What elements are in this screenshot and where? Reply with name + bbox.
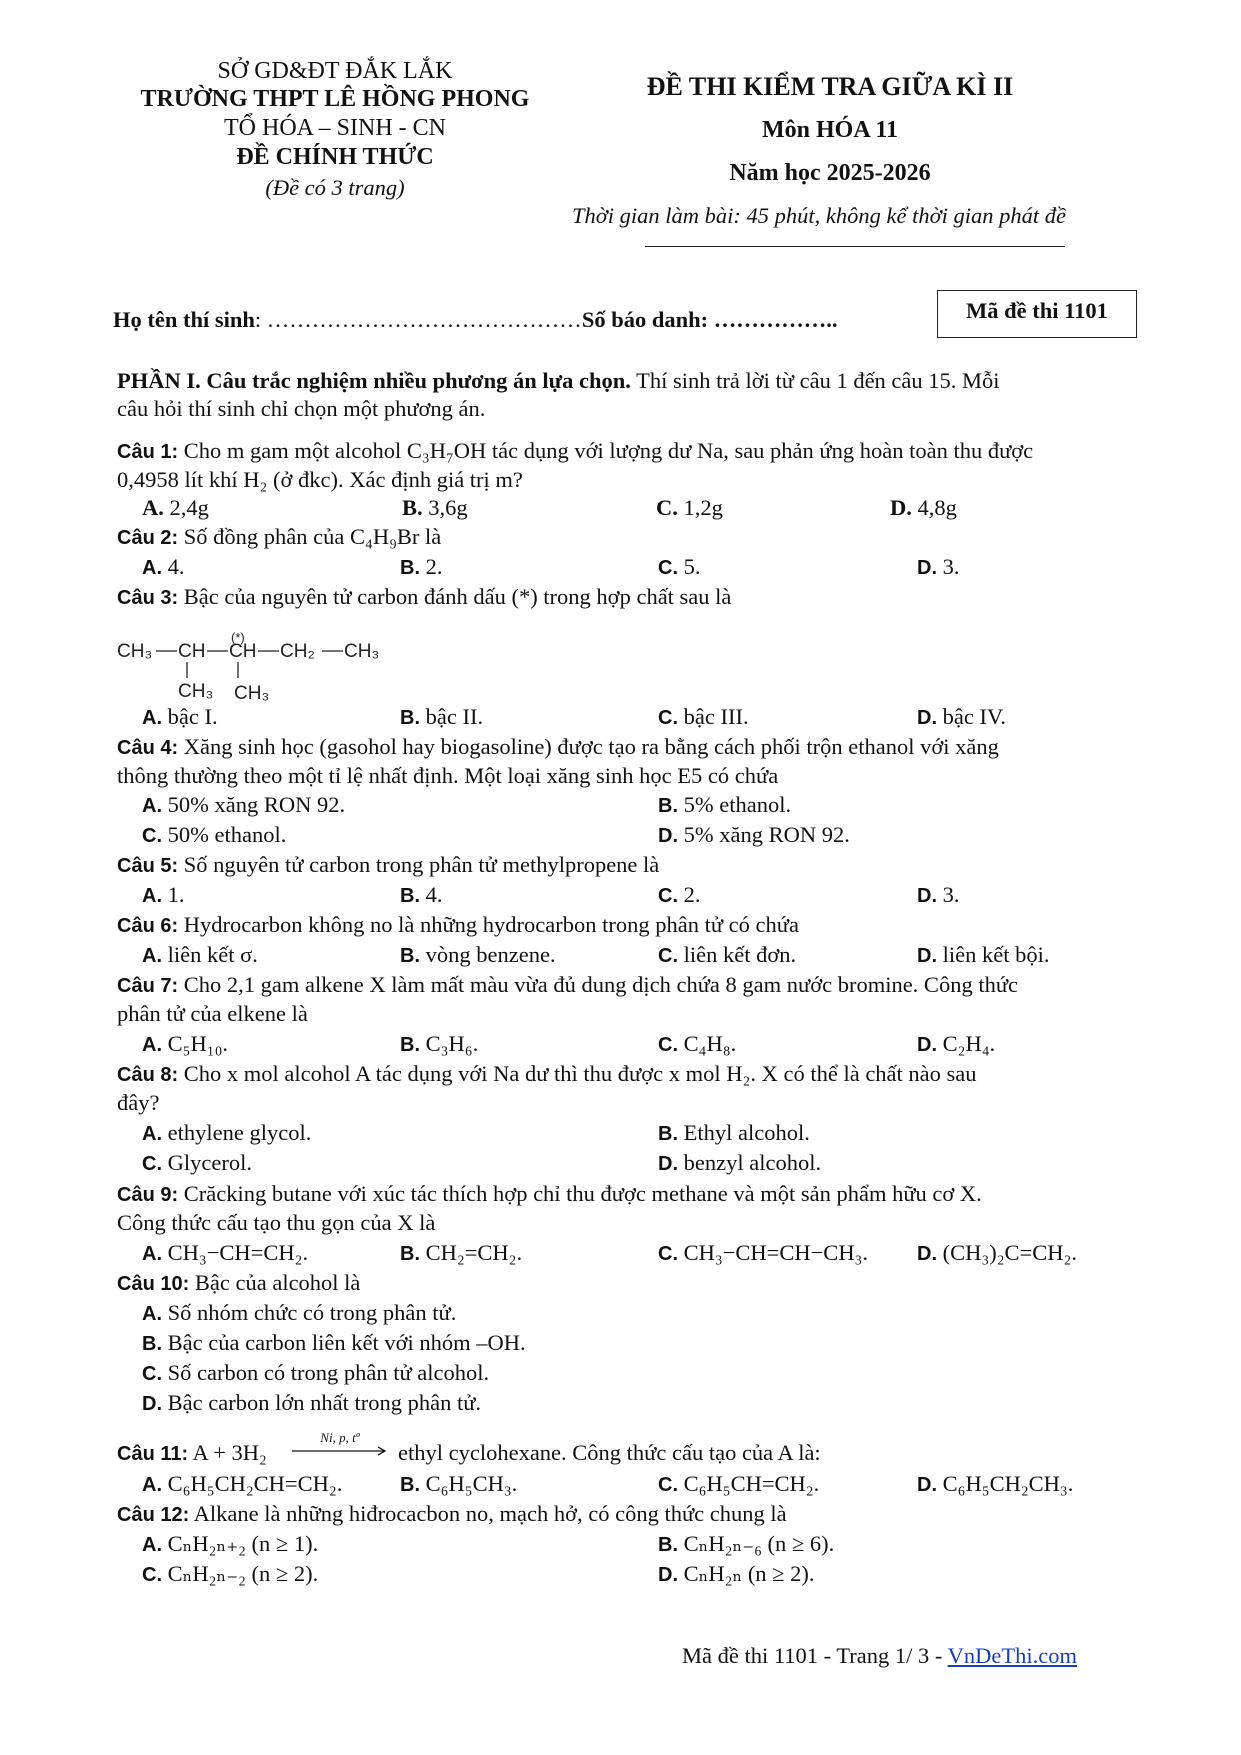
q5-option-a[interactable]: A. 1.: [142, 882, 185, 907]
q4-option-d[interactable]: D. 5% xăng RON 92.: [658, 822, 850, 847]
name-label: Họ tên thí sinh: [113, 307, 255, 332]
exam-code-box: [937, 290, 1137, 338]
question-2: [117, 524, 441, 550]
part1-desc: Thí sinh trả lời từ câu 1 đến câu 15. Mỗi: [630, 368, 1000, 393]
name-field[interactable]: : ……………………………………: [254, 307, 582, 332]
question-1: [117, 438, 1033, 464]
subject: Môn HÓA 11: [761, 117, 899, 143]
q11-option-b[interactable]: B. C₆H₅CH₃.: [400, 1471, 518, 1496]
q3-text: Bậc của nguyên tử carbon đánh dấu (*) trong hợp chất sau là: [178, 584, 732, 609]
q2-option-c[interactable]: C. 5.: [658, 554, 701, 579]
q2-label: Câu 2:: [117, 527, 179, 549]
part1-title: PHẦN I. Câu trắc nghiệm nhiều phương án lựa chọn.: [117, 368, 631, 393]
q10-option-d[interactable]: D. Bậc carbon lớn nhất trong phân tử.: [142, 1390, 482, 1415]
q4-text-2: thông thường theo một tỉ lệ nhất định. Một loại xăng sinh học E5 có chứa: [117, 763, 779, 788]
q12-option-b[interactable]: B. CₙH₂ₙ₋₆ (n ≥ 6).: [658, 1531, 835, 1556]
q6-option-c[interactable]: C. liên kết đơn.: [658, 942, 797, 967]
q8-label: Câu 8:: [117, 1064, 179, 1086]
q7-label: Câu 7:: [117, 975, 179, 997]
exam-title: ĐỀ THI KIỂM TRA GIỮA KÌ II: [646, 72, 1014, 101]
q1-option-c[interactable]: C. 1,2g: [656, 495, 723, 520]
q9-option-c[interactable]: C. CH₃−CH=CH−CH₃.: [658, 1240, 869, 1265]
exam-duration: Thời gian làm bài: 45 phút, không kể thời gian phát đề: [572, 203, 1066, 228]
q12-option-d[interactable]: D. CₙH₂ₙ (n ≥ 2).: [658, 1561, 815, 1586]
footer-link[interactable]: VnDeThi.com: [947, 1643, 1077, 1668]
q8-option-c[interactable]: C. Glycerol.: [142, 1150, 252, 1175]
q12-option-c[interactable]: C. CₙH₂ₙ₋₂ (n ≥ 2).: [142, 1561, 319, 1586]
question-12: [117, 1501, 787, 1527]
dept-name: SỞ GD&ĐT ĐẮK LẮK: [217, 58, 453, 84]
q6-option-b[interactable]: B. vòng benzene.: [400, 942, 556, 967]
q9-text: Crăcking butane với xúc tác thích hợp chỉ thu được methane và một sản phẩm hữu cơ X.: [178, 1181, 982, 1206]
q1-option-a[interactable]: A. 2,4g: [142, 495, 209, 520]
q11-text-2: ethyl cyclohexane. Công thức cấu tạo của A là:: [398, 1440, 821, 1465]
q8-text: Cho x mol alcohol A tác dụng với Na dư thì thu được x mol H₂. X có thể là chất nào sau: [178, 1061, 977, 1086]
formula-ch3-left: CH₃: [117, 641, 153, 662]
question-5: [117, 852, 659, 878]
question-4: [117, 734, 999, 760]
q5-option-b[interactable]: B. 4.: [400, 882, 443, 907]
sbd-field[interactable]: Số báo danh: ……………..: [581, 307, 838, 332]
q4-text: Xăng sinh học (gasohol hay biogasoline) được tạo ra bằng cách phối trộn ethanol với xăng: [178, 734, 999, 759]
q11-option-d[interactable]: D. C₆H₅CH₂CH₃.: [917, 1471, 1074, 1496]
q5-text: Số nguyên tử carbon trong phân tử methylpropene là: [178, 852, 660, 877]
q9-option-b[interactable]: B. CH₂=CH₂.: [400, 1240, 523, 1265]
school-name: TRƯỜNG THPT LÊ HỒNG PHONG: [140, 86, 530, 112]
q8-option-b[interactable]: B. Ethyl alcohol.: [658, 1120, 810, 1145]
reaction-condition: Ni, p, tº: [320, 1430, 360, 1445]
question-11: [117, 1440, 267, 1466]
q4-option-a[interactable]: A. 50% xăng RON 92.: [142, 792, 346, 817]
student-info-line: [113, 307, 838, 333]
part1-desc-2: câu hỏi thí sinh chỉ chọn một phương án.: [117, 396, 486, 421]
q8-text-2: đây?: [117, 1090, 160, 1115]
q7-text: Cho 2,1 gam alkene X làm mất màu vừa đủ dung dịch chứa 8 gam nước bromine. Công thức: [178, 972, 1018, 997]
q9-label: Câu 9:: [117, 1184, 179, 1206]
question-3: [117, 584, 731, 610]
q1-option-d[interactable]: D. 4,8g: [890, 495, 957, 520]
q1-label: Câu 1:: [117, 441, 179, 463]
formula-star-mark: (*): [231, 630, 245, 645]
group-name: TỔ HÓA – SINH - CN: [224, 115, 446, 141]
q11-option-a[interactable]: A. C₆H₅CH₂CH=CH₂.: [142, 1471, 343, 1496]
question-10: [117, 1270, 360, 1296]
q5-option-d[interactable]: D. 3.: [917, 882, 960, 907]
q7-option-c[interactable]: C. C₄H₈.: [658, 1031, 737, 1056]
q3-structural-formula: [115, 628, 405, 706]
formula-ch3-right: CH₃: [344, 641, 380, 662]
q9-option-a[interactable]: A. CH₃−CH=CH₂.: [142, 1240, 309, 1265]
q1-text: Cho m gam một alcohol C₃H₇OH tác dụng với lượng dư Na, sau phản ứng hoàn toàn thu được: [178, 438, 1034, 463]
question-6: [117, 912, 799, 938]
q3-option-b[interactable]: B. bậc II.: [400, 704, 484, 729]
q6-option-a[interactable]: A. liên kết σ.: [142, 942, 258, 967]
q6-label: Câu 6:: [117, 915, 179, 937]
q11-option-c[interactable]: C. C₆H₅CH=CH₂.: [658, 1471, 820, 1496]
q8-option-a[interactable]: A. ethylene glycol.: [142, 1120, 312, 1145]
q2-option-a[interactable]: A. 4.: [142, 554, 185, 579]
q10-option-b[interactable]: B. Bậc của carbon liên kết với nhóm –OH.: [142, 1330, 526, 1355]
q9-text-2: Công thức cấu tạo thu gọn của X là: [117, 1210, 436, 1235]
formula-ch2: CH₂: [280, 641, 315, 662]
q2-text: Số đồng phân của C₄H₉Br là: [178, 524, 442, 549]
q12-option-a[interactable]: A. CₙH₂ₙ₊₂ (n ≥ 1).: [142, 1531, 319, 1556]
official-label: ĐỀ CHÍNH THỨC: [236, 144, 434, 170]
q12-label: Câu 12:: [117, 1504, 190, 1526]
q7-option-a[interactable]: A. C₅H₁₀.: [142, 1031, 229, 1056]
header-divider: [645, 246, 1065, 247]
q4-label: Câu 4:: [117, 737, 179, 759]
formula-ch-star: CH: [229, 641, 257, 662]
page-count: (Đề có 3 trang): [265, 175, 405, 200]
question-7: [117, 972, 1018, 998]
formula-ch3-branch-1: CH₃: [178, 681, 214, 702]
q7-option-d[interactable]: D. C₂H₄.: [917, 1031, 996, 1056]
q6-text: Hydrocarbon không no là những hydrocarbon trong phân tử có chứa: [178, 912, 799, 937]
q1-option-b[interactable]: B. 3,6g: [402, 495, 468, 520]
q3-option-d[interactable]: D. bậc IV.: [917, 704, 1006, 729]
q9-option-d[interactable]: D. (CH₃)₂C=CH₂.: [917, 1240, 1077, 1265]
formula-ch: CH: [178, 641, 206, 662]
q10-option-a[interactable]: A. Số nhóm chức có trong phân tử.: [142, 1300, 457, 1325]
q3-label: Câu 3:: [117, 587, 179, 609]
q2-option-d[interactable]: D. 3.: [917, 554, 960, 579]
part1-heading: [117, 368, 1000, 394]
q5-option-c[interactable]: C. 2.: [658, 882, 701, 907]
question-9: [117, 1181, 982, 1207]
q5-label: Câu 5:: [117, 855, 179, 877]
q10-text: Bậc của alcohol là: [189, 1270, 361, 1295]
q1-text-2: 0,4958 lít khí H₂ (ở đkc). Xác định giá trị m?: [117, 467, 523, 492]
q7-option-b[interactable]: B. C₃H₆.: [400, 1031, 479, 1056]
q6-option-d[interactable]: D. liên kết bội.: [917, 942, 1050, 967]
q3-option-a[interactable]: A. bậc I.: [142, 704, 218, 729]
footer-text: Mã đề thi 1101 - Trang 1/ 3 -: [682, 1643, 948, 1668]
formula-ch3-branch-2: CH₃: [234, 683, 270, 704]
q8-option-d[interactable]: D. benzyl alcohol.: [658, 1150, 822, 1175]
page-footer: [682, 1643, 1077, 1669]
q11-label: Câu 11:: [117, 1443, 189, 1465]
q2-option-b[interactable]: B. 2.: [400, 554, 443, 579]
question-8: [117, 1061, 977, 1087]
q4-option-b[interactable]: B. 5% ethanol.: [658, 792, 792, 817]
arrow-icon: [290, 1446, 390, 1456]
q10-option-c[interactable]: C. Số carbon có trong phân tử alcohol.: [142, 1360, 490, 1385]
q11-text: A + 3H₂: [188, 1440, 267, 1465]
q12-text: Alkane là những hiđrocacbon no, mạch hở, có công thức chung là: [189, 1501, 787, 1526]
exam-code: Mã đề thi 1101: [966, 298, 1108, 323]
q10-label: Câu 10:: [117, 1273, 190, 1295]
q3-option-c[interactable]: C. bậc III.: [658, 704, 749, 729]
school-year: Năm học 2025-2026: [729, 160, 931, 186]
reaction-arrow: [290, 1430, 390, 1456]
q7-text-2: phân tử của elkene là: [117, 1001, 308, 1026]
q4-option-c[interactable]: C. 50% ethanol.: [142, 822, 287, 847]
